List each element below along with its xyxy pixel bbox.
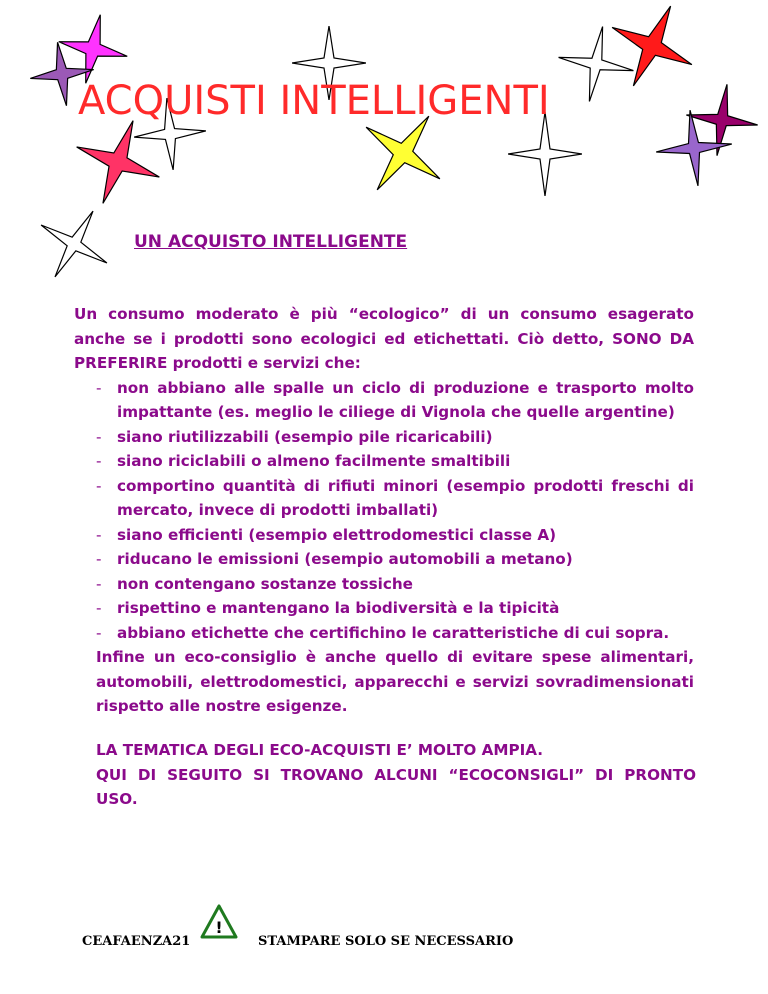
intro-paragraph: Un consumo moderato è più “ecologico” di un consumo esagerato anche se i prodotti sono ecologici ed etichettati. Ciò detto, SONO DA PREFERIRE prodotti e servizi che: [74, 305, 694, 372]
list-item: - riducano le emissioni (esempio automobili a metano) [96, 547, 694, 572]
star-icon [74, 118, 162, 206]
preference-list [74, 376, 694, 646]
warning-symbol: ! [215, 918, 223, 937]
section-heading: UN ACQUISTO INTELLIGENTE [134, 232, 408, 252]
closing-paragraph: Infine un eco-consiglio è anche quello di evitare spese alimentari, automobili, elettrodomestici, apparecchi e servizi sovradimensionati rispetto alle nostre esigenze. [96, 648, 694, 715]
footer-print-notice: STAMPARE SOLO SE NECESSARIO [258, 934, 514, 949]
theme-note [96, 738, 696, 812]
footer-organization: CEAFAENZA21 [82, 934, 191, 949]
list-item: - siano efficienti (esempio elettrodomestici classe A) [96, 523, 694, 548]
main-text [74, 302, 694, 719]
list-item: - siano riutilizzabili (esempio pile ricaricabili) [96, 425, 694, 450]
star-icon [608, 2, 696, 90]
list-item: - siano riciclabili o almeno facilmente smaltibili [96, 449, 694, 474]
star-icon [656, 110, 732, 186]
theme-line-1: LA TEMATICA DEGLI ECO-ACQUISTI E’ MOLTO AMPIA. [96, 741, 544, 759]
theme-line-2: QUI DI SEGUITO SI TROVANO ALCUNI “ECOCONSIGLI” DI PRONTO USO. [96, 765, 696, 808]
list-item: - abbiano etichette che certifichino le caratteristiche di cui sopra. [96, 621, 694, 646]
page-title: ACQUISTI INTELLIGENTI [78, 78, 550, 124]
warning-icon [200, 904, 238, 940]
list-item: - non abbiano alle spalle un ciclo di produzione e trasporto molto impattante (es. meglio le ciliege di Vignola che quelle argentine) [96, 376, 694, 425]
star-icon [508, 112, 582, 196]
list-item: - rispettino e mantengano la biodiversità e la tipicità [96, 596, 694, 621]
list-item: - non contengano sostanze tossiche [96, 572, 694, 597]
list-item: - comportino quantità di rifiuti minori (esempio prodotti freschi di mercato, invece di prodotti imballati) [96, 474, 694, 523]
star-icon [36, 206, 112, 282]
